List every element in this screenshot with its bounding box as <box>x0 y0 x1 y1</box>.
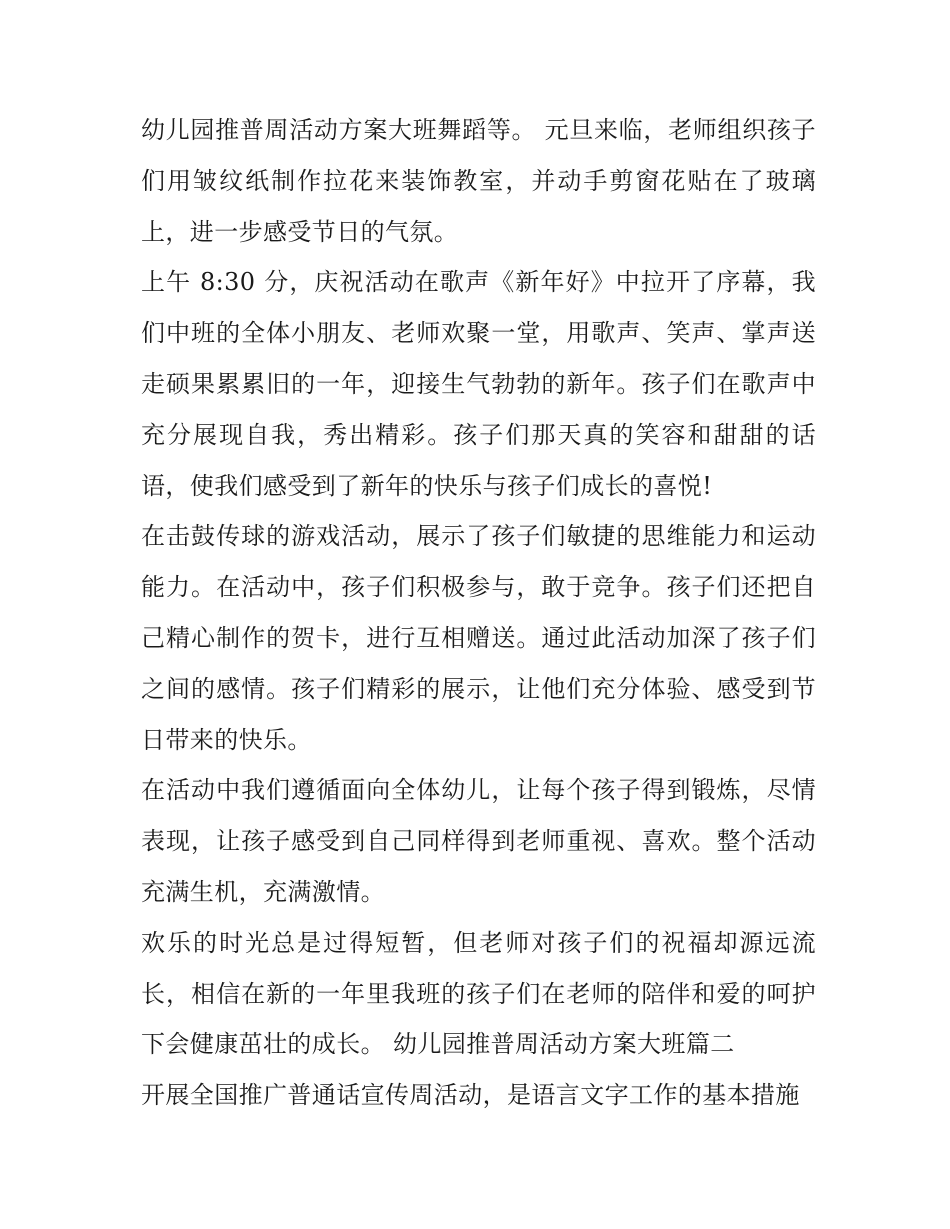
paragraph-1: 幼儿园推普周活动方案大班舞蹈等。 元旦来临，老师组织孩子们用皱纹纸制作拉花来装饰教室，并动手剪窗花贴在了玻璃上，进一步感受节日的气氛。 <box>141 116 816 246</box>
document-body <box>141 105 816 1121</box>
paragraph-2: 上午 8:30 分，庆祝活动在歌声《新年好》中拉开了序幕，我们中班的全体小朋友、老师欢聚一堂，用歌声、笑声、掌声送走硕果累累旧的一年，迎接生气勃勃的新年。孩子们在歌声中充分展现自我，秀出精彩。孩子们那天真的笑容和甜甜的话语，使我们感受到了新年的快乐与孩子们成长的喜悦! <box>141 268 816 500</box>
paragraph-6: 开展全国推广普通话宣传周活动，是语言文字工作的基本措施 <box>141 1081 800 1110</box>
paragraph-4: 在活动中我们遵循面向全体幼儿，让每个孩子得到锻炼，尽情表现，让孩子感受到自己同样得到老师重视、喜欢。整个活动充满生机，充满激情。 <box>141 776 816 906</box>
paragraph-3: 在击鼓传球的游戏活动，展示了孩子们敏捷的思维能力和运动能力。在活动中，孩子们积极参与，敢于竞争。孩子们还把自己精心制作的贺卡，进行互相赠送。通过此活动加深了孩子们之间的感情。孩子们精彩的展示，让他们充分体验、感受到节日带来的快乐。 <box>141 522 816 754</box>
paragraph-5: 欢乐的时光总是过得短暂，但老师对孩子们的祝福却源远流长，相信在新的一年里我班的孩子们在老师的陪伴和爱的呵护下会健康茁壮的成长。 幼儿园推普周活动方案大班篇二 <box>141 928 816 1059</box>
